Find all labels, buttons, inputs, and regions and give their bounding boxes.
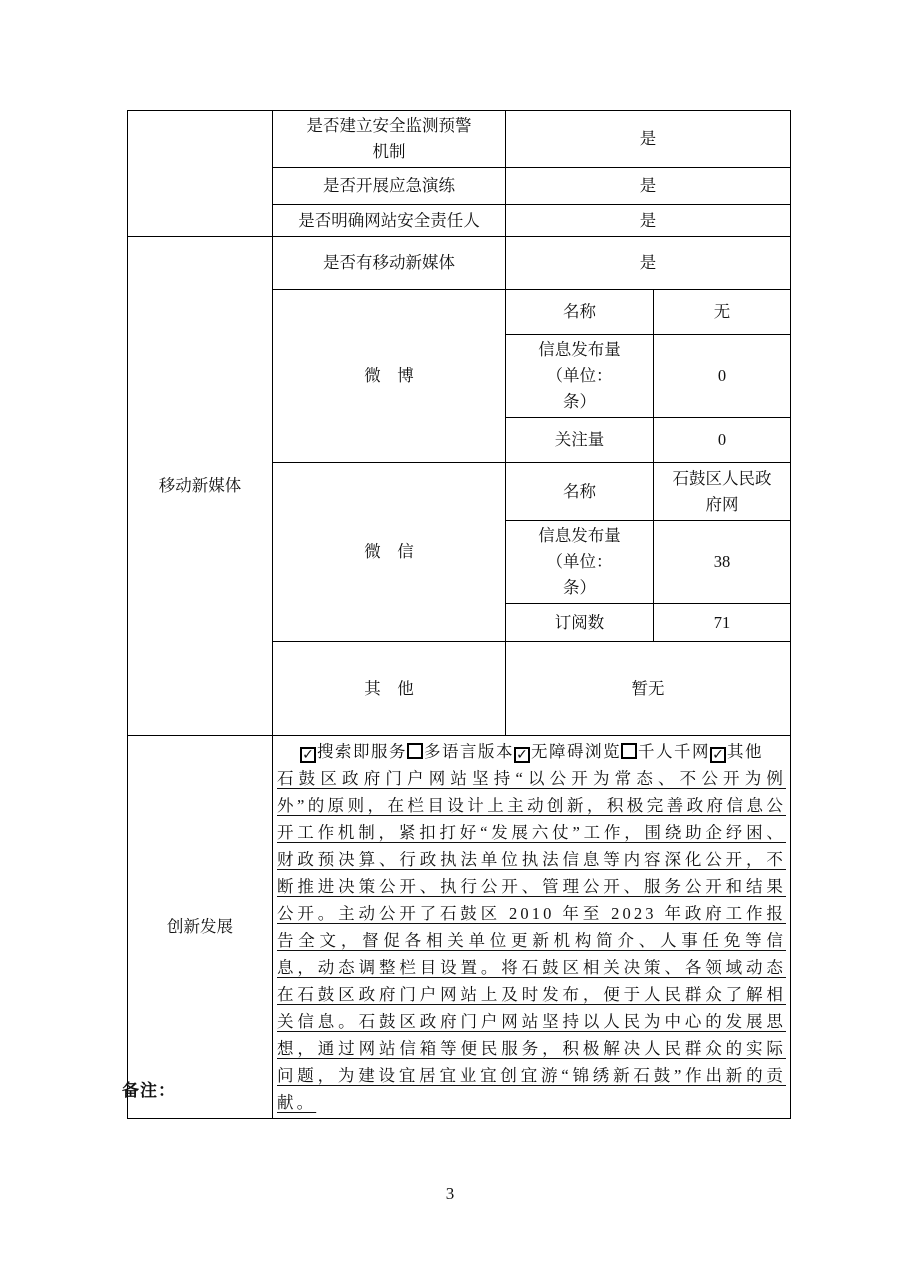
note-label: 备注： — [122, 1081, 176, 1100]
field-label-cell — [506, 335, 654, 418]
question-cell: 是否有移动新媒体 — [273, 237, 506, 290]
field-value-cell — [654, 463, 791, 521]
field-label-text: 信息发布量（单位：条） — [538, 340, 621, 411]
checkbox-accessible-browsing — [514, 742, 621, 761]
field-label-cell: 名称 — [506, 290, 654, 335]
platform-label-other: 其 他 — [273, 642, 506, 736]
field-value-cell: 0 — [654, 335, 791, 418]
checkbox-icon: ✓ — [710, 747, 726, 763]
feature-checkbox-row — [277, 738, 786, 765]
answer-cell: 是 — [506, 168, 791, 205]
report-table — [127, 110, 791, 1119]
checkbox-label: 搜索即服务 — [317, 742, 407, 761]
answer-cell: 是 — [506, 237, 791, 290]
field-label-cell — [506, 521, 654, 604]
question-text: 是否建立安全监测预警机制 — [306, 116, 472, 161]
checkbox-icon — [407, 743, 423, 759]
field-label-cell: 订阅数 — [506, 604, 654, 642]
checkbox-icon — [621, 743, 637, 759]
checkbox-multilanguage — [407, 742, 514, 761]
field-value-cell: 38 — [654, 521, 791, 604]
answer-cell: 暂无 — [506, 642, 791, 736]
field-label-cell: 名称 — [506, 463, 654, 521]
table-row — [128, 237, 791, 290]
innovation-content-cell — [273, 736, 791, 1119]
question-cell: 是否开展应急演练 — [273, 168, 506, 205]
question-cell: 是否明确网站安全责任人 — [273, 205, 506, 237]
checkbox-label: 其他 — [727, 742, 763, 761]
checkbox-label: 多语言版本 — [424, 742, 514, 761]
field-value-cell: 71 — [654, 604, 791, 642]
table-row — [128, 736, 791, 1119]
checkbox-other — [710, 742, 763, 761]
checkbox-label: 千人千网 — [638, 742, 710, 761]
checkbox-personalized-web — [621, 742, 710, 761]
platform-label-weibo: 微 博 — [273, 290, 506, 463]
section-label-innovation: 创新发展 — [128, 736, 273, 1119]
platform-label-wechat: 微 信 — [273, 463, 506, 642]
page-number: 3 — [445, 1184, 455, 1203]
table-row — [128, 111, 791, 168]
question-cell — [273, 111, 506, 168]
checkbox-icon: ✓ — [514, 747, 530, 763]
field-value-text: 石鼓区人民政府网 — [672, 468, 772, 514]
answer-cell: 是 — [506, 111, 791, 168]
checkbox-search-as-service — [300, 742, 407, 761]
answer-cell: 是 — [506, 205, 791, 237]
field-label-cell: 关注量 — [506, 418, 654, 463]
field-label-text: 信息发布量（单位：条） — [538, 526, 621, 597]
section-label-mobile-media: 移动新媒体 — [128, 237, 273, 736]
checkbox-icon: ✓ — [300, 747, 316, 763]
field-value-cell: 0 — [654, 418, 791, 463]
innovation-paragraph: 石鼓区政府门户网站坚持“以公开为常态、不公开为例外”的原则，在栏目设计上主动创新，积极完善政府信息公开工作机制，紧扣打好“发展六仗”工作，围绕助企纾困、财政预决算、行政执法单位执法信息等内容深化公开，不断推进决策公开、执行公开、管理公开、服务公开和结果公开。主动公开了石鼓区 2010 年至 2023 年政府工作报告全文，督促各相关单位更新机构简介、人事任免等信息，动态调整栏目设置。将石鼓区相关决策、各领域动态在石鼓区政府门户网站上及时发布，便于人民群众了解相关信息。石鼓区政府门户网站坚持以人民为中心的发展思想，通过网站信箱等便民服务，积极解决人民群众的实际问题，为建设宜居宜业宜创宜游“锦绣新石鼓”作出新的贡献。 — [277, 769, 786, 1112]
section-label-empty-cell — [128, 111, 273, 237]
field-value-cell: 无 — [654, 290, 791, 335]
checkbox-label: 无障碍浏览 — [531, 742, 621, 761]
